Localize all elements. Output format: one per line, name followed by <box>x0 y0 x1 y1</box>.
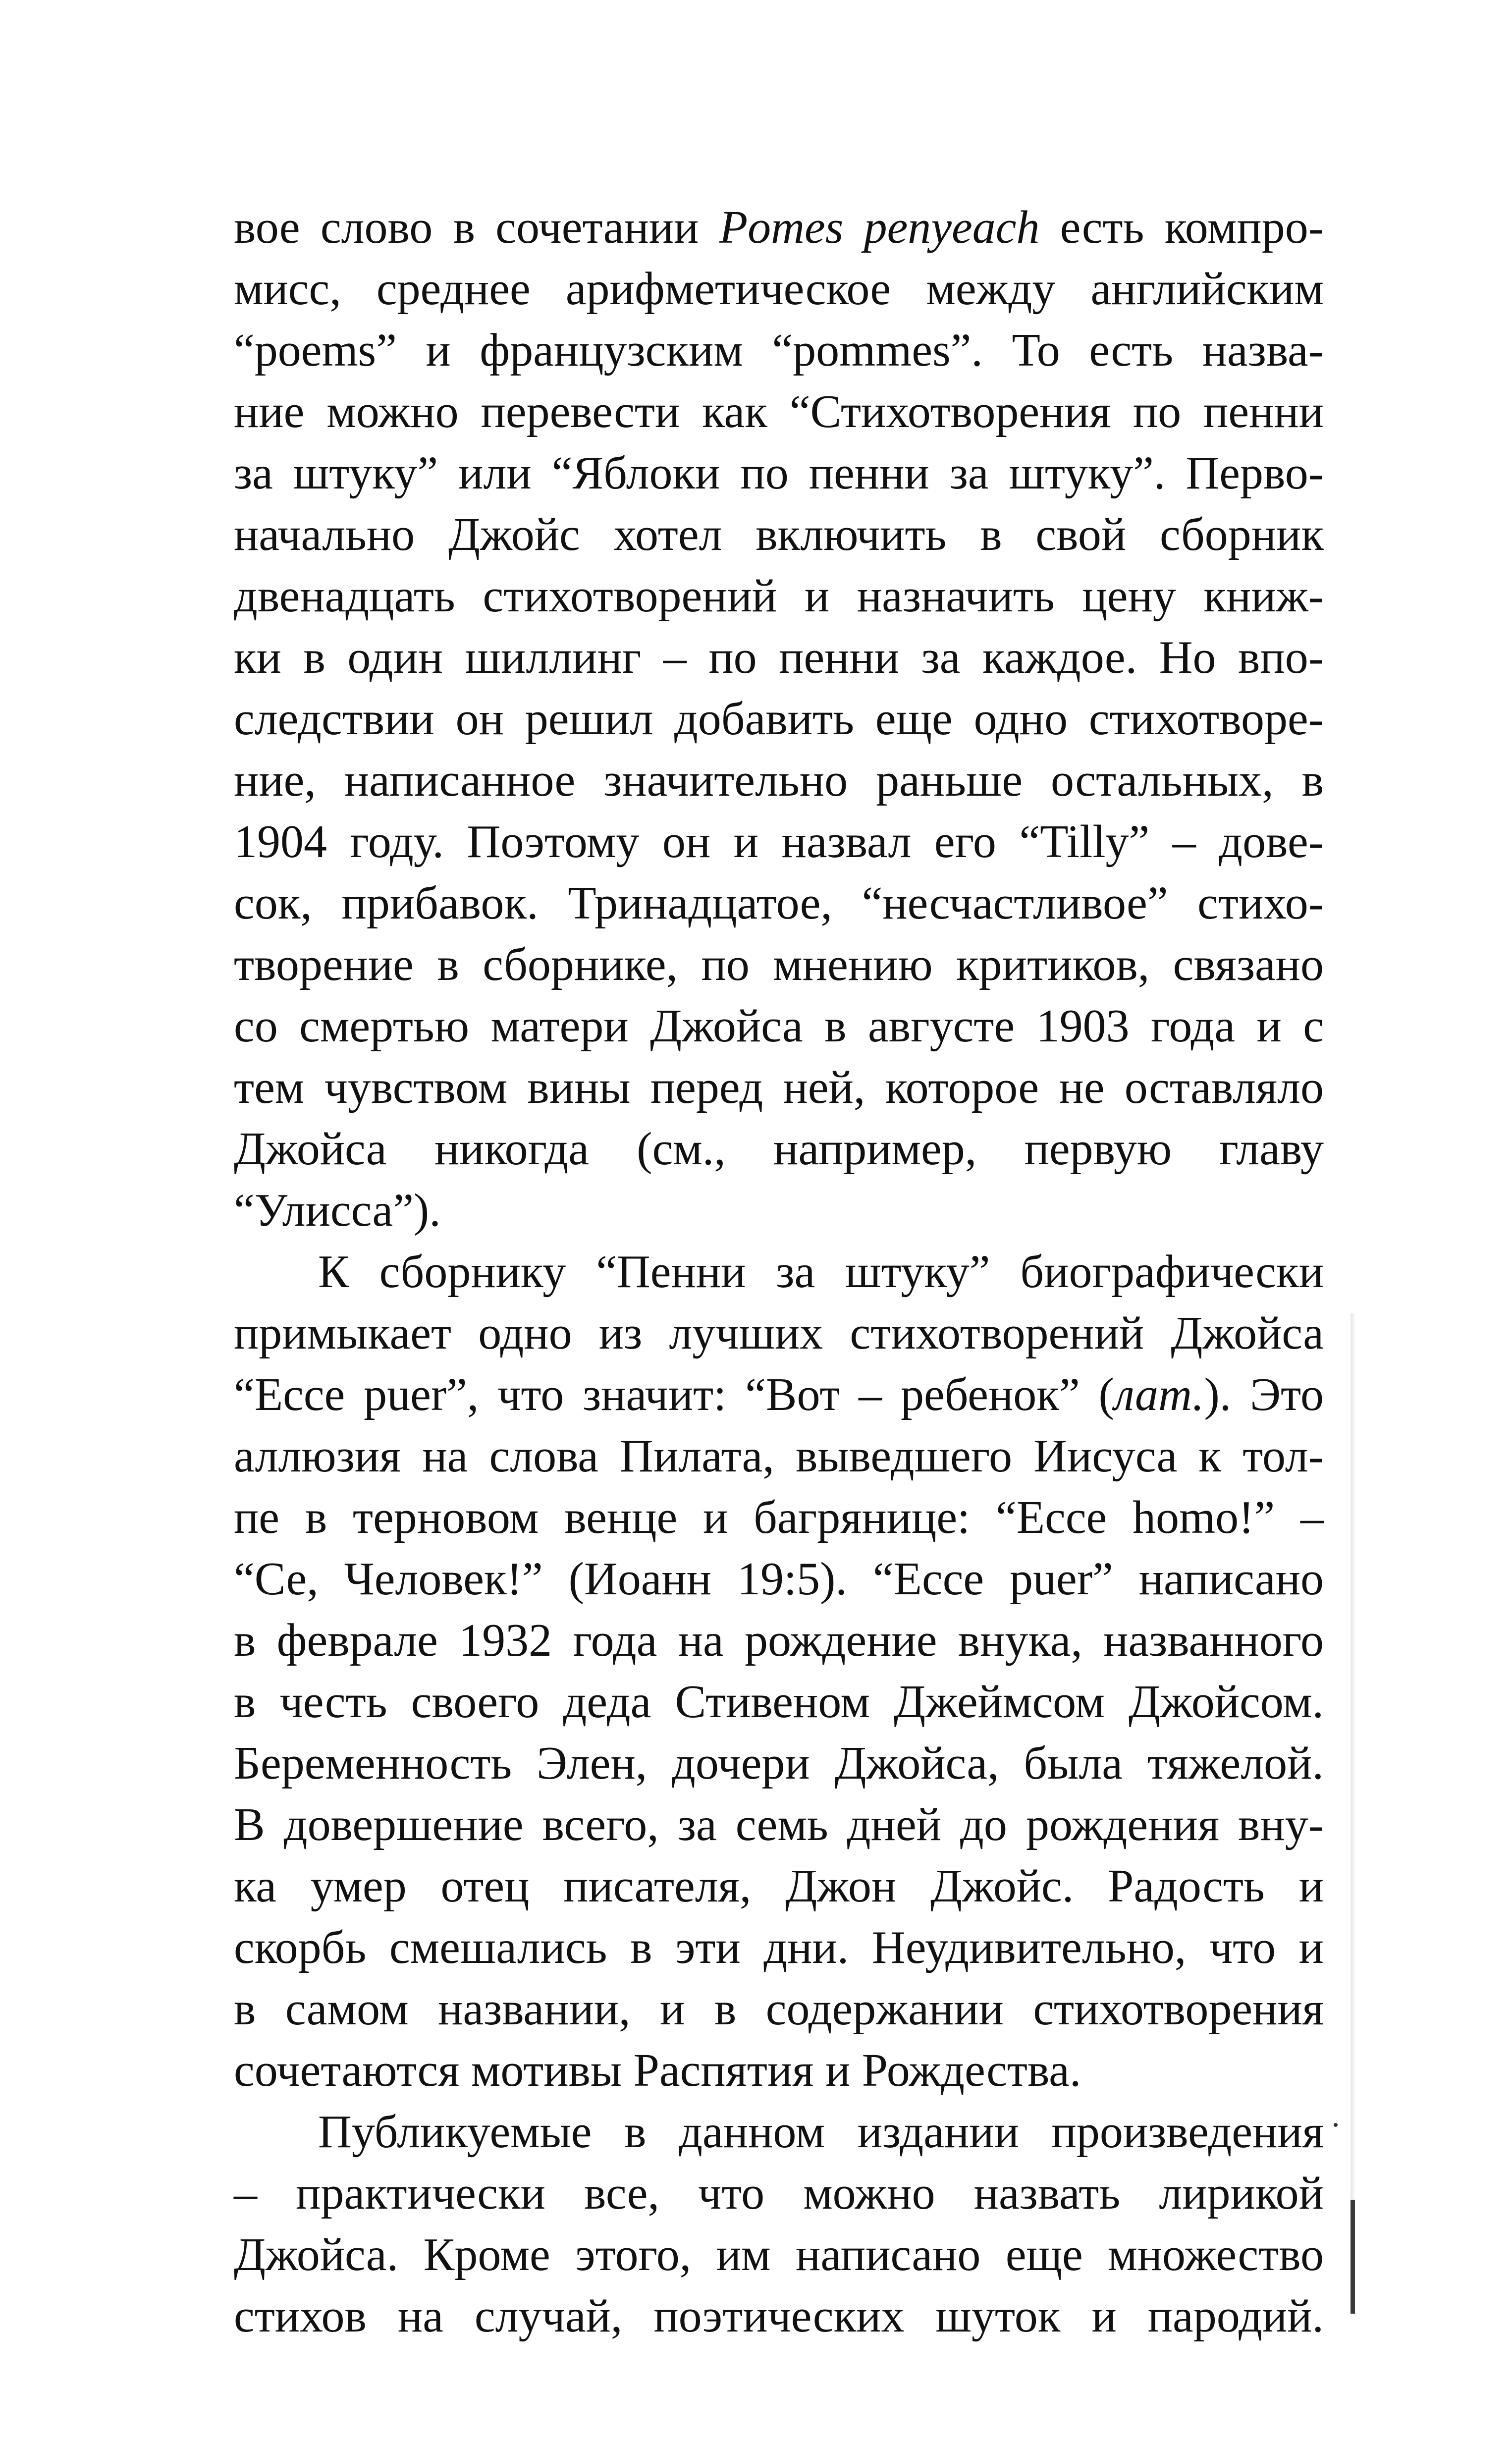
text-segment: творение в сборнике, по мнению критиков, связано <box>234 939 1324 990</box>
text-segment: “Улисса”). <box>234 1185 441 1236</box>
text-segment: ки в один шиллинг – по пенни за каждое. Но впо- <box>234 632 1324 683</box>
text-line <box>234 811 1324 872</box>
text-segment: за штуку” или “Яблоки по пенни за штуку”. Перво- <box>234 447 1324 499</box>
text-block <box>234 197 1324 2347</box>
text-line <box>234 197 1324 258</box>
text-segment: скорбь смешались в эти дни. Неудивительно, что и <box>234 1922 1324 1973</box>
text-line <box>234 750 1324 811</box>
text-line <box>234 381 1324 442</box>
text-segment: тем чувством вины перед ней, которое не оставляло <box>234 1062 1324 1113</box>
scan-speck <box>1334 2123 1338 2127</box>
text-segment: 1904 году. Поэтому он и назвал его “Tilly” – дове- <box>234 816 1324 868</box>
text-line <box>234 1733 1324 1794</box>
text-line <box>234 2224 1324 2285</box>
italic-text: Pomes penyeach <box>719 202 1040 253</box>
text-line <box>234 627 1324 688</box>
text-segment: вое слово в сочетании <box>234 202 719 253</box>
text-line <box>234 2040 1324 2101</box>
text-line <box>234 1118 1324 1180</box>
text-line <box>234 320 1324 381</box>
text-segment: Джойса. Кроме этого, им написано еще множество <box>234 2229 1324 2280</box>
text-segment: “poems” и французским “pommes”. То есть назва- <box>234 325 1324 376</box>
page-edge-shadow <box>1350 1313 1354 2304</box>
paragraph-1 <box>234 197 1324 1241</box>
text-line <box>234 1548 1324 1610</box>
text-segment: в честь своего деда Стивеном Джеймсом Джойсом. <box>234 1676 1324 1728</box>
text-segment: есть компро- <box>1039 202 1324 253</box>
text-line <box>234 934 1324 995</box>
text-segment: аллюзия на слова Пилата, выведшего Иисуса к тол- <box>234 1430 1324 1482</box>
text-line <box>234 1978 1324 2040</box>
text-segment: ка умер отец писателя, Джон Джойс. Радость и <box>234 1860 1324 1912</box>
text-line <box>234 565 1324 627</box>
text-line <box>234 1794 1324 1855</box>
text-line <box>234 258 1324 320</box>
text-segment: ние, написанное значительно раньше остальных, в <box>234 755 1324 806</box>
text-segment: стихов на случай, поэтических шуток и пародий. <box>234 2290 1324 2342</box>
text-line <box>234 504 1324 565</box>
page-edge-mark <box>1350 2200 1355 2314</box>
text-segment: Публикуемые в данном издании произведения <box>318 2106 1324 2158</box>
text-line <box>234 1855 1324 1917</box>
paragraph-2 <box>234 1241 1324 2101</box>
text-segment: сочетаются мотивы Распятия и Рождества. <box>234 2045 1081 2096</box>
text-segment: пе в терновом венце и багрянице: “Ecce homo!” – <box>234 1492 1324 1543</box>
text-line <box>234 2285 1324 2347</box>
text-segment: в феврале 1932 года на рождение внука, названного <box>234 1615 1324 1666</box>
text-line <box>234 442 1324 504</box>
text-line <box>234 1610 1324 1671</box>
text-line <box>234 1917 1324 1978</box>
text-line <box>234 1241 1324 1302</box>
text-segment: К сборнику “Пенни за штуку” биографически <box>318 1246 1324 1298</box>
text-segment: Джойса никогда (см., например, первую главу <box>234 1123 1324 1175</box>
text-segment: “Се, Человек!” (Иоанн 19:5). “Ecce puer” написано <box>234 1553 1324 1605</box>
text-line <box>234 995 1324 1057</box>
text-segment: начально Джойс хотел включить в свой сборник <box>234 509 1324 560</box>
text-line <box>234 1487 1324 1548</box>
text-segment: В довершение всего, за семь дней до рождения вну- <box>234 1799 1324 1850</box>
text-line <box>234 1425 1324 1487</box>
paragraph-3 <box>234 2101 1324 2347</box>
text-segment: в самом названии, и в содержании стихотворения <box>234 1983 1324 2035</box>
text-line <box>234 2163 1324 2224</box>
text-segment: Беременность Элен, дочери Джойса, была тяжелой. <box>234 1737 1324 1789</box>
text-segment: сок, прибавок. Тринадцатое, “несчастливое” стихо- <box>234 877 1324 929</box>
text-line <box>234 1057 1324 1118</box>
text-segment: мисс, среднее арифметическое между английским <box>234 263 1324 315</box>
text-line <box>234 1302 1324 1364</box>
text-segment: со смертью матери Джойса в августе 1903 года и с <box>234 1000 1324 1052</box>
text-line <box>234 688 1324 750</box>
text-line <box>234 1180 1324 1241</box>
text-segment: – практически все, что можно назвать лирикой <box>234 2168 1324 2219</box>
text-line <box>234 872 1324 934</box>
text-segment: примыкает одно из лучших стихотворений Джойса <box>234 1307 1324 1359</box>
text-segment: ). Это <box>1204 1369 1324 1420</box>
italic-text: лат. <box>1114 1369 1204 1420</box>
text-line <box>234 1671 1324 1733</box>
text-segment: “Ecce puer”, что значит: “Вот – ребенок” ( <box>234 1369 1114 1420</box>
text-line <box>234 1364 1324 1425</box>
text-segment: ние можно перевести как “Стихотворения по пенни <box>234 386 1324 437</box>
text-segment: следствии он решил добавить еще одно стихотворе- <box>234 693 1324 745</box>
text-segment: двенадцать стихотворений и назначить цену книж- <box>234 570 1324 622</box>
text-line <box>234 2101 1324 2163</box>
